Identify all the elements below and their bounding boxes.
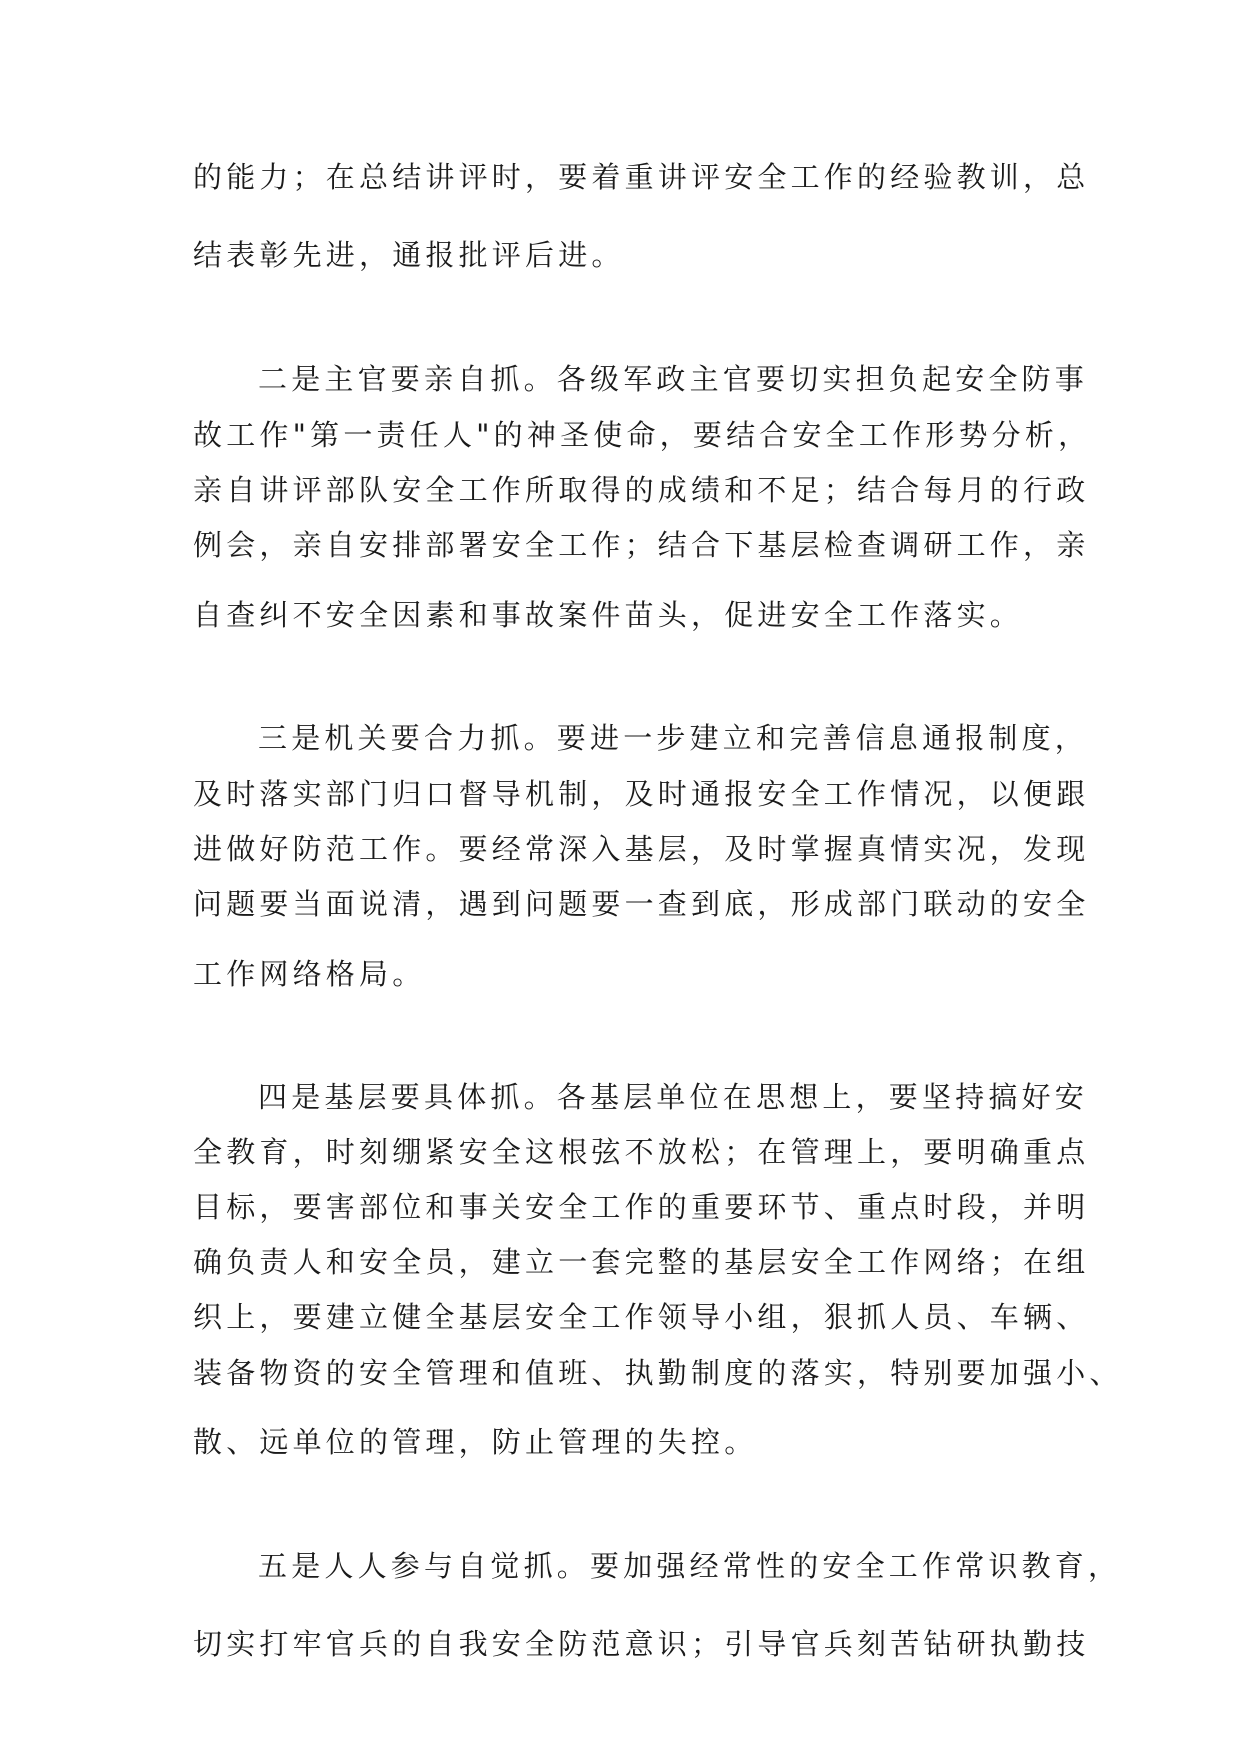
text-line: 进做好防范工作。要经常深入基层，及时掌握真情实况，发现 — [193, 832, 1090, 866]
text-line: 结表彰先进，通报批评后进。 — [193, 238, 625, 272]
text-line: 三是机关要合力抓。要进一步建立和完善信息通报制度， — [258, 721, 1089, 755]
text-line: 自查纠不安全因素和事故案件苗头，促进安全工作落实。 — [193, 598, 1024, 632]
text-line: 亲自讲评部队安全工作所取得的成绩和不足；结合每月的行政 — [193, 473, 1090, 507]
text-line: 故工作"第一责任人"的神圣使命，要结合安全工作形势分析， — [193, 418, 1092, 452]
text-line: 确负责人和安全员，建立一套完整的基层安全工作网络；在组 — [193, 1245, 1090, 1279]
text-line: 散、远单位的管理，防止管理的失控。 — [193, 1425, 758, 1459]
text-line: 织上，要建立健全基层安全工作领导小组，狠抓人员、车辆、 — [193, 1300, 1090, 1334]
text-line: 全教育，时刻绷紧安全这根弦不放松；在管理上，要明确重点 — [193, 1135, 1090, 1169]
text-line: 问题要当面说清，遇到问题要一查到底，形成部门联动的安全 — [193, 887, 1090, 921]
text-line: 例会，亲自安排部署安全工作；结合下基层检查调研工作，亲 — [193, 528, 1090, 562]
text-line: 及时落实部门归口督导机制，及时通报安全工作情况，以便跟 — [193, 777, 1090, 811]
text-line: 的能力；在总结讲评时，要着重讲评安全工作的经验教训，总 — [193, 160, 1090, 194]
text-line: 四是基层要具体抓。各基层单位在思想上，要坚持搞好安 — [258, 1080, 1089, 1114]
text-line: 目标，要害部位和事关安全工作的重要环节、重点时段，并明 — [193, 1190, 1090, 1224]
text-line: 二是主官要亲自抓。各级军政主官要切实担负起安全防事 — [258, 362, 1089, 396]
text-line: 切实打牢官兵的自我安全防范意识；引导官兵刻苦钻研执勤技 — [193, 1627, 1090, 1661]
text-line: 五是人人参与自觉抓。要加强经常性的安全工作常识教育， — [258, 1549, 1122, 1583]
text-line: 工作网络格局。 — [193, 957, 426, 991]
text-line: 装备物资的安全管理和值班、执勤制度的落实，特别要加强小、 — [193, 1356, 1123, 1390]
